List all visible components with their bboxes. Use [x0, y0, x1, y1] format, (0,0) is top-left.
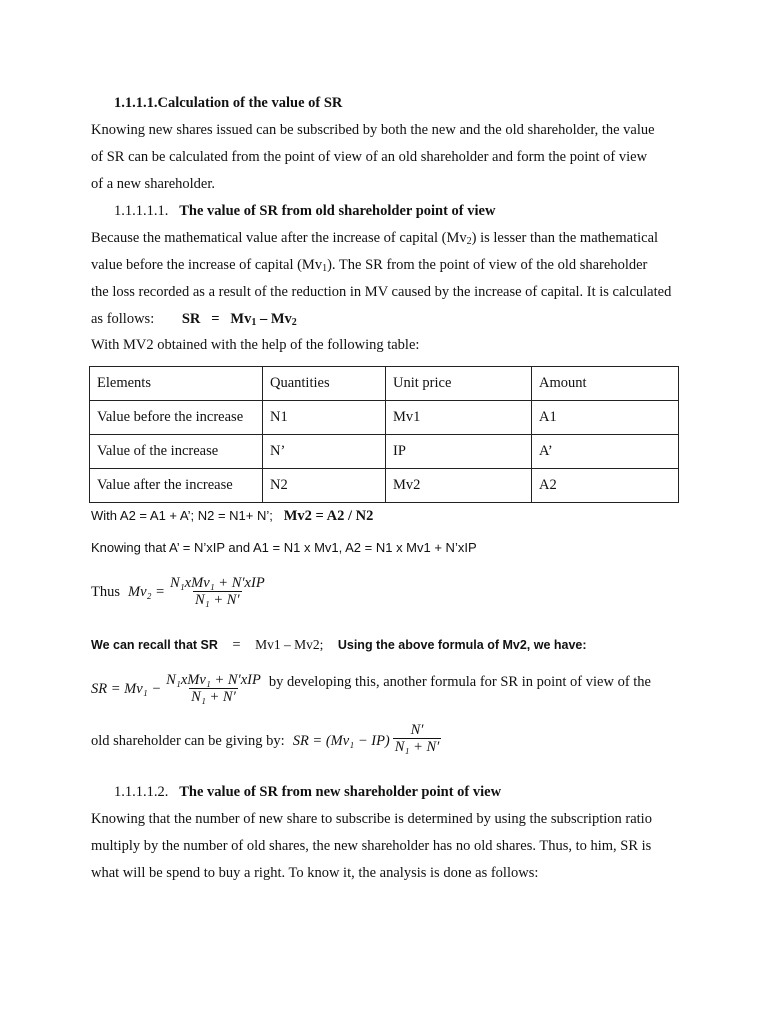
- subsection-1-title: The value of SR from old shareholder point of view: [179, 203, 496, 219]
- sr-denominator: N₁ + N′: [191, 689, 236, 705]
- table-header-cell: Quantities: [263, 367, 386, 401]
- table-header-cell: Unit price: [386, 367, 532, 401]
- values-table: [89, 366, 679, 503]
- para2-line-3: what will be spend to buy a right. To know it, the analysis is done as follows:: [91, 865, 539, 881]
- thus-denominator: N₁ + N′: [195, 592, 240, 608]
- table-cell: Value of the increase: [90, 435, 263, 469]
- knowing-that-line: Knowing that A’ = N’xIP and A1 = N1 x Mv1, A2 = N1 x Mv1 + N’xIP: [91, 540, 477, 555]
- table-cell: A2: [532, 469, 679, 503]
- table-cell: IP: [386, 435, 532, 469]
- subsection-1-number: 1.1.1.1.1.: [114, 203, 169, 219]
- table-header-row: [90, 367, 679, 401]
- intro-line-2: of SR can be calculated from the point of view of an old shareholder and form the point of view: [91, 149, 648, 165]
- sr-equation: [91, 672, 651, 706]
- sr-explanation: by developing this, another formula for SR in point of view of the: [268, 673, 651, 690]
- table-cell: Value before the increase: [90, 401, 263, 435]
- table-row: [90, 435, 679, 469]
- old-shareholder-text: old shareholder can be giving by:: [91, 732, 285, 749]
- table-cell: Value after the increase: [90, 469, 263, 503]
- mv2-formula: Mv2 = A2 / N2: [283, 508, 374, 524]
- table-cell: Mv2: [386, 469, 532, 503]
- subsection-1-heading: [114, 202, 495, 220]
- table-cell: N’: [263, 435, 386, 469]
- subsection-2-number: 1.1.1.1.2.: [114, 784, 169, 800]
- table-row: [90, 469, 679, 503]
- sr-numerator: N₁xMv₁ + N′xIP: [166, 672, 261, 688]
- table-cell: N2: [263, 469, 386, 503]
- table-cell: N1: [263, 401, 386, 435]
- intro-line-3: of a new shareholder.: [91, 176, 216, 192]
- table-row: [90, 401, 679, 435]
- thus-equation: [91, 575, 267, 609]
- old-denominator: N₁ + N′: [394, 739, 440, 755]
- table-header-cell: Amount: [532, 367, 679, 401]
- para2-line-1: Knowing that the number of new share to subscribe is determined by using the subscription ratio: [91, 811, 652, 827]
- old-shareholder-equation: [91, 722, 441, 756]
- old-numerator: N′: [410, 722, 424, 738]
- para2-line-2: multiply by the number of old shares, the new shareholder has no old shares. Thus, to him, SR is: [91, 838, 652, 854]
- thus-lhs: Mv₂ =: [128, 583, 165, 600]
- section-heading: 1.1.1.1.Calculation of the value of SR: [114, 95, 343, 111]
- subsection-2-heading: [114, 783, 501, 801]
- sr-lhs: SR = Mv₁ −: [91, 680, 162, 697]
- para1-line-4: as follows: SR = $Mv_1 - Mv_2$: [91, 311, 297, 328]
- table-cell: A’: [532, 435, 679, 469]
- subsection-2-title: The value of SR from new shareholder point of view: [179, 784, 502, 800]
- table-cell: Mv1: [386, 401, 532, 435]
- table-header-cell: Elements: [90, 367, 263, 401]
- intro-line-1: Knowing new shares issued can be subscribed by both the new and the old shareholder, the value: [91, 122, 655, 138]
- with-a2-line: With A2 = A1 + A’; N2 = N1+ N’; Mv2 = A2 / N2: [91, 508, 374, 524]
- para1-line-2: value before the increase of capital $(Mv_1)$. The SR from the point of view of the old shareholder: [91, 257, 648, 274]
- para1-line-1: Because the mathematical value after the increase of capital $(Mv_2)$ is lesser than the mathematical: [91, 230, 659, 247]
- thus-label: Thus: [91, 583, 120, 600]
- para1-line-3: the loss recorded as a result of the reduction in MV caused by the increase of capital. It is calculated: [91, 284, 672, 300]
- thus-fraction: [168, 575, 267, 609]
- thus-numerator: N₁xMv₁ + N′xIP: [169, 575, 265, 591]
- formula-sr: SR = $Mv_1 - Mv_2$: [181, 311, 297, 328]
- recall-line: We can recall that SR = Mv1 – Mv2; Using the above formula of Mv2, we have:: [91, 637, 587, 653]
- table-cell: A1: [532, 401, 679, 435]
- sr-fraction: [164, 672, 263, 706]
- old-lhs: SR = (Mv₁ − IP): [292, 732, 390, 749]
- old-fraction: [393, 722, 442, 756]
- with-mv2-text: With MV2 obtained with the help of the following table:: [91, 337, 420, 353]
